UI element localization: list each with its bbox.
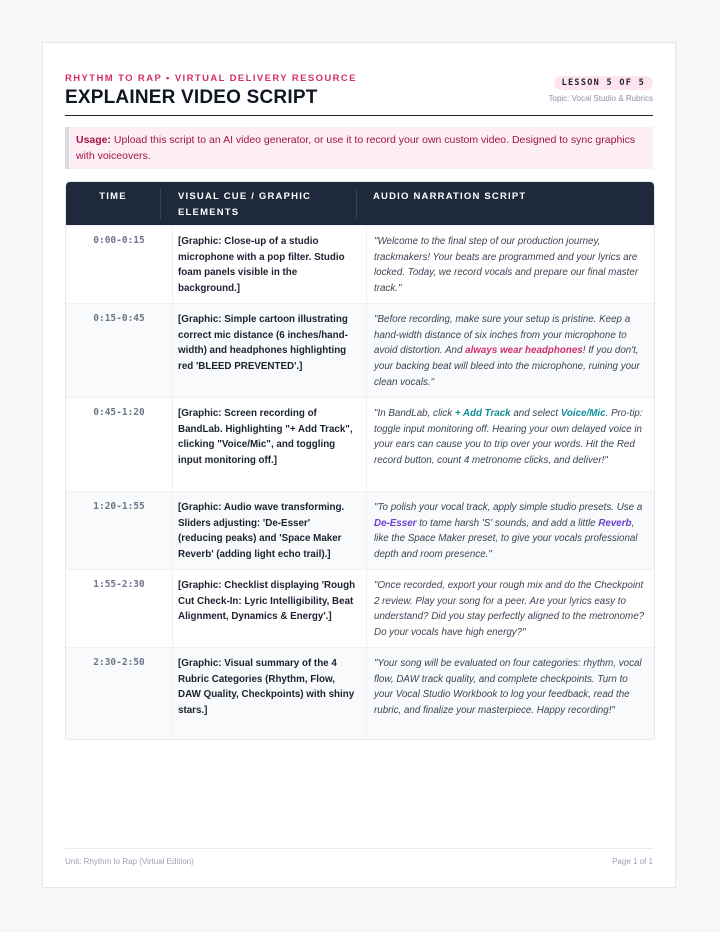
highlighted-term: De-Esser [374,517,417,529]
usage-text: Upload this script to an AI video generator, or use it to record your own custom video. Designed to sync graphics with voiceovers. [76,134,636,162]
page-title: EXPLAINER VIDEO SCRIPT [65,87,318,108]
column-divider [366,492,367,569]
highlighted-term: + Add Track [454,408,511,419]
header-separator [160,188,161,220]
narration-text: and select [510,408,561,419]
narration-cell [374,500,648,563]
time-cell: 1:55-2:30 [93,579,145,590]
table-row [66,225,654,303]
narration-text: "Before recording, make sure your setup is pristine. Keep a hand-width distance of six inches from your microphone to avoid distortion. And [374,314,631,357]
visual-cue-cell: [Graphic: Close-up of a studio microphone with a pop filter. Studio foam panels visible in the background.] [178,236,345,295]
table-row [66,647,654,740]
narration-text: "Welcome to the final step of our production journey, trackmakers! Your beats are programmed and your lyrics are locked. Today, we record vocals and prepare our final master track." [374,236,639,295]
table-row [66,491,654,569]
highlighted-term: Reverb [598,517,632,529]
footer-divider [65,848,653,849]
visual-cue-cell: [Graphic: Checklist displaying 'Rough Cut Check-In: Lyric Intelligibility, Beat Alignment, Dynamics & Energy'.] [178,580,356,623]
column-divider [366,570,367,647]
footer-unit: Unit: Rhythm to Rap (Virtual Edition) [65,857,194,866]
visual-cue-cell: [Graphic: Visual summary of the 4 Rubric Categories (Rhythm, Flow, DAW Quality, Checkpoints) with shiny stars.] [178,658,355,717]
narration-text: "Once recorded, export your rough mix and do the Checkpoint 2 review. Play your song for a peer. Are your lyrics easy to understand? Did you stay perfectly aligned to the metronome? Do your vocals have high energy?" [374,580,645,639]
time-cell: 0:00-0:15 [93,235,145,246]
title-divider [65,115,653,116]
narration-cell [374,578,648,641]
table-row [66,303,654,397]
column-divider [172,648,173,740]
column-divider [172,304,173,397]
visual-cue-cell: [Graphic: Audio wave transforming. Sliders adjusting: 'De-Esser' (reducing peaks) and 'Space Maker Reverb' (adding light echo trail).] [178,502,345,561]
column-divider [172,226,173,303]
time-cell: 2:30-2:50 [93,657,145,668]
footer-page-number: Page 1 of 1 [612,857,653,866]
time-cell: 1:20-1:55 [93,501,145,512]
header-separator [356,188,357,220]
narration-text: ! If you don't, your backing beat will bleed into the microphone, ruining your clean vocals." [374,345,640,388]
narration-cell [374,406,648,469]
highlighted-term: Voice/Mic [560,408,606,419]
visual-cue-cell: [Graphic: Screen recording of BandLab. Highlighting "+ Add Track", clicking "Voice/Mic", and toggling input monitoring off.] [178,408,353,467]
kicker: RHYTHM TO RAP • VIRTUAL DELIVERY RESOURCE [65,73,357,84]
time-cell: 0:15-0:45 [93,313,145,324]
usage-note [65,127,653,169]
narration-text: "To polish your vocal track, apply simple studio presets. Use a [374,502,643,513]
visual-cue-cell: [Graphic: Simple cartoon illustrating correct mic distance (6 inches/hand-width) and headphones highlighting red 'BLEED PREVENTED'.] [178,314,348,373]
column-divider [172,492,173,569]
narration-cell [374,312,648,391]
column-header-audio: AUDIO NARRATION SCRIPT [373,191,527,202]
lesson-badge: LESSON 5 OF 5 [554,76,653,90]
time-cell: 0:45-1:20 [93,407,145,418]
column-divider [172,570,173,647]
table-header [66,182,654,225]
document-page [42,42,676,888]
highlighted-term: always wear headphones [465,345,583,357]
column-divider [366,226,367,303]
column-divider [172,398,173,491]
script-table [65,181,655,740]
table-row [66,569,654,647]
narration-text: . Pro-tip: toggle input monitoring off. Hearing your own delayed voice in your ears can cause you to trip over your words. Hit the Red record button, count 4 metronome clicks, and deliver!" [374,408,643,467]
column-header-time: TIME [99,191,127,202]
column-header-visual: VISUAL CUE / GRAPHIC ELEMENTS [178,191,312,218]
narration-text: "Your song will be evaluated on four categories: rhythm, vocal flow, DAW track quality, and complete checkpoints. Turn to your Vocal Studio Workbook to log your feedback, read the rubric, and finalize your masterpiece. Happy recording!" [374,658,642,717]
topic-label: Topic: Vocal Studio & Rubrics [548,94,653,103]
column-divider [366,304,367,397]
narration-cell [374,656,648,719]
narration-text: "In BandLab, click [374,408,455,419]
table-row [66,397,654,491]
narration-cell [374,234,648,297]
usage-label: Usage: [76,134,112,146]
narration-text: to tame harsh 'S' sounds, and add a little [416,517,599,529]
column-divider [366,648,367,740]
narration-text: , like the Space Maker preset, to give your vocals professional depth and room presence." [374,517,638,561]
column-divider [366,398,367,491]
